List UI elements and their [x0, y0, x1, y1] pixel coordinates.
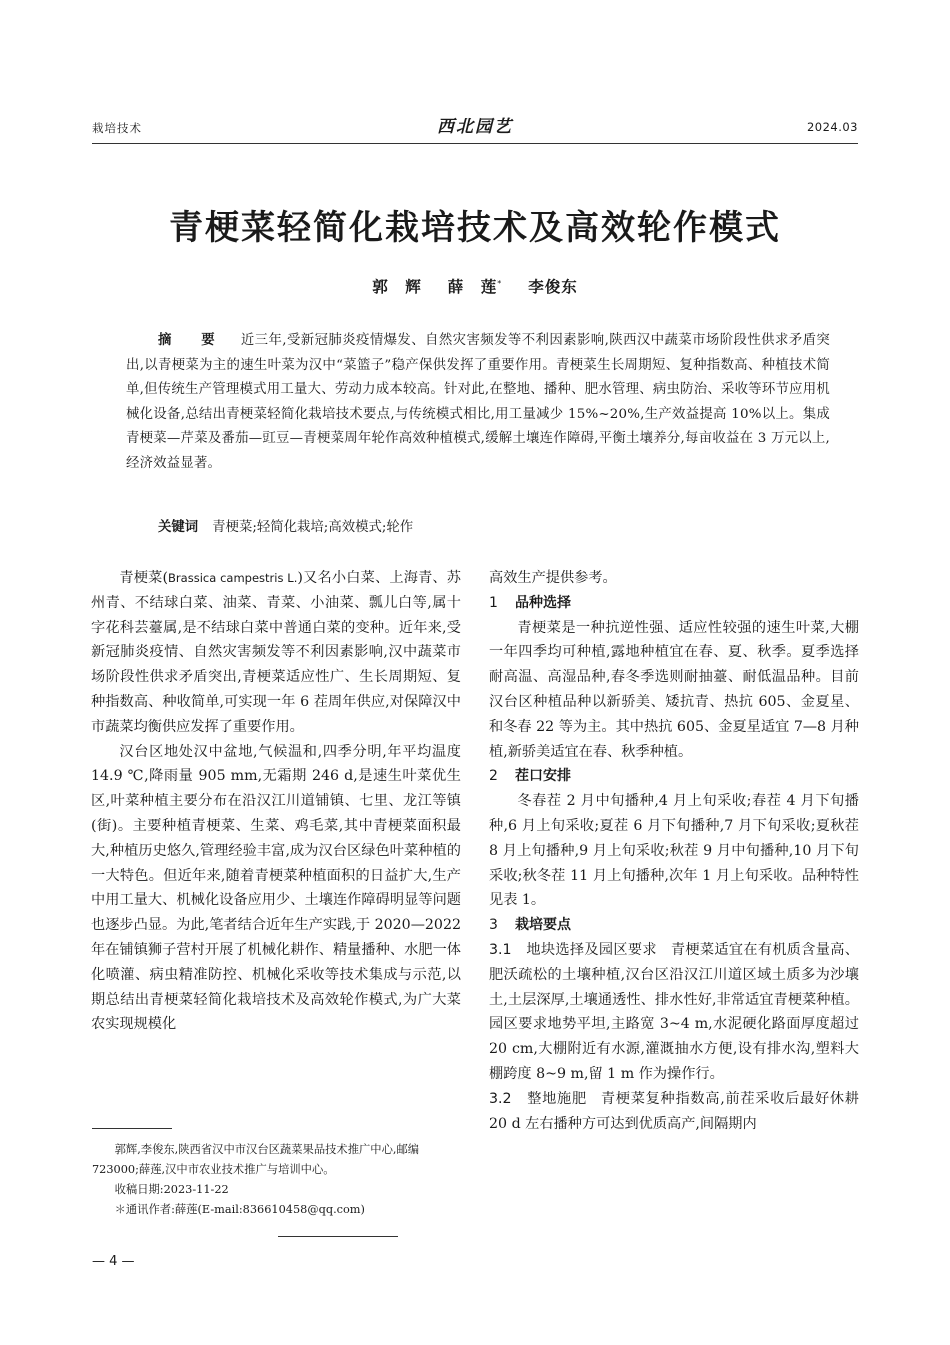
footnote	[92, 1140, 468, 1220]
keywords-text: 青梗菜;轻简化栽培;高效模式;轮作	[212, 520, 414, 535]
keywords	[158, 516, 413, 535]
subsection-3-1: 3.1 地块选择及园区要求 青梗菜适宜在有机质含量高、肥沃疏松的土壤种植,汉台区沿汉江川道区域土质多为沙壤土,土层深厚,土壤通透性、排水性好,非常适宜青梗菜种植。园区要求地势平坦,主路宽 3~4 m,水泥硬化路面厚度超过 20 cm,大棚附近有水源,灌溉抽水方便,设有排水沟,塑料大棚跨度 8~9 m,留 1 m 作为操作行。	[489, 941, 859, 1082]
section-heading-1: 1 品种选择	[489, 594, 571, 611]
section-2-text: 冬春茬 2 月中旬播种,4 月上旬采收;春茬 4 月下旬播种,6 月上旬采收;夏茬 6 月下旬播种,7 月下旬采收;夏秋茬 8 月上旬播种,9 月上旬采收;秋茬 9 月中旬播种,10 月下旬采收;秋冬茬 11 月上旬播种,次年 1 月上旬采收。品种特性见表 1。	[489, 793, 859, 909]
intro-paragraph-2: 汉台区地处汉中盆地,气候温和,四季分明,年平均温度 14.9 ℃,降雨量 905 mm,无霜期 246 d,是速生叶菜优生区,叶菜种植主要分布在沿汉江川道铺镇、七里、龙江等镇(街)。主要种植青梗菜、生菜、鸡毛菜,其中青梗菜面积最大,种植历史悠久,管理经验丰富,成为汉台区绿色叶菜种植的一大特色。但近年来,随着青梗菜种植面积的日益扩大,生产中用工量大、机械化设备应用少、土壤连作障碍明显等问题也逐步凸显。为此,笔者结合近年生产实践,于 2020—2022 年在铺镇狮子营村开展了机械化耕作、精量播种、水肥一体化喷灌、病虫精准防控、机械化采收等技术集成与示范,以期总结出青梗菜轻简化栽培技术及高效轮作模式,为广大菜农实现规模化	[91, 743, 461, 1033]
right-column	[489, 566, 859, 1136]
article-title: 青梗菜轻简化栽培技术及高效轮作模式	[169, 208, 781, 248]
section-1-text: 青梗菜是一种抗逆性强、适应性较强的速生叶菜,大棚一年四季均可种植,露地种植宜在春、夏、秋季。夏季选择耐高温、高湿品种,春冬季选则耐抽薹、耐低温品种。目前汉台区种植品种以新骄美、矮抗青、热抗 605、金夏星、和冬春 22 等为主。其中热抗 605、金夏星适宜 7—8 月种植,新骄美适宜在春、秋季种植。	[489, 619, 859, 760]
subsection-3-1-label: 3.1 地块选择及园区要求	[489, 941, 657, 958]
header-divider	[92, 143, 858, 144]
corresponding-mark: *	[497, 278, 503, 288]
subsection-3-2-label: 3.2 整地施肥	[489, 1090, 587, 1107]
author-2: 薛 莲	[447, 278, 498, 296]
section-label: 栽培技术	[92, 121, 142, 135]
page-number: — 4 —	[92, 1254, 135, 1269]
author-line	[0, 275, 950, 297]
footnote-divider	[92, 1128, 172, 1129]
author-3: 李俊东	[528, 278, 578, 296]
footnote-corresponding: ＊通讯作者:薛莲(E-mail:836610458@qq.com)	[114, 1203, 365, 1216]
keywords-label: 关键词	[158, 520, 199, 535]
issue-label: 2024.03	[806, 120, 858, 134]
section-heading-3: 3 栽培要点	[489, 917, 571, 934]
left-column	[91, 566, 461, 1037]
intro-paragraph-1: 青梗菜(Brassica campestris L.)又名小白菜、上海青、苏州青、不结球白菜、油菜、青菜、小油菜、瓢儿白等,属十字花科芸薹属,是不结球白菜中普通白菜的变种。近年来,受新冠肺炎疫情、自然灾害频发等不利因素影响,汉中蔬菜市场阶段性供求矛盾突出,青梗菜适应性广、生长周期短、复种指数高、种收简单,可实现一年 6 茬周年供应,对保障汉中市蔬菜均衡供应发挥了重要作用。	[91, 570, 461, 735]
author-1: 郭 辉	[372, 278, 422, 296]
abstract-text: 近三年,受新冠肺炎疫情爆发、自然灾害频发等不利因素影响,陕西汉中蔬菜市场阶段性供求矛盾突出,以青梗菜为主的速生叶菜为汉中“菜篮子”稳产保供发挥了重要作用。青梗菜生长周期短、复种指数高、种植技术简单,但传统生产管理模式用工量大、劳动力成本较高。针对此,在整地、播种、肥水管理、病虫防治、采收等环节应用机械化设备,总结出青梗菜轻简化栽培技术要点,与传统模式相比,用工量减少 15%~20%,生产效益提高 10%以上。集成青梗菜—芹菜及番茄—豇豆—青梗菜周年轮作高效种植模式,缓解土壤连作障碍,平衡土壤养分,每亩收益在 3 万元以上,经济效益显著。	[126, 333, 831, 471]
footnote-received: 收稿日期:2023-11-22	[114, 1183, 229, 1196]
latin-name: Brassica campestris L.	[168, 571, 298, 585]
abstract-label: 摘 要	[158, 333, 223, 348]
running-header	[92, 112, 858, 142]
footnote-end-rule	[278, 1236, 398, 1237]
footnote-authors: 郭辉,李俊东,陕西省汉中市汉台区蔬菜果品技术推广中心,邮编 723000;薛莲,汉中市农业技术推广与培训中心。	[92, 1143, 420, 1176]
continued-text: 高效生产提供参考。	[489, 570, 617, 586]
abstract	[126, 329, 830, 477]
journal-logo: 西北园艺	[437, 117, 513, 137]
section-heading-2: 2 茬口安排	[489, 768, 571, 785]
subsection-3-2: 3.2 整地施肥 青梗菜复种指数高,前茬采收后最好休耕 20 d 左右播种方可达到优质高产,间隔期内	[489, 1090, 859, 1132]
